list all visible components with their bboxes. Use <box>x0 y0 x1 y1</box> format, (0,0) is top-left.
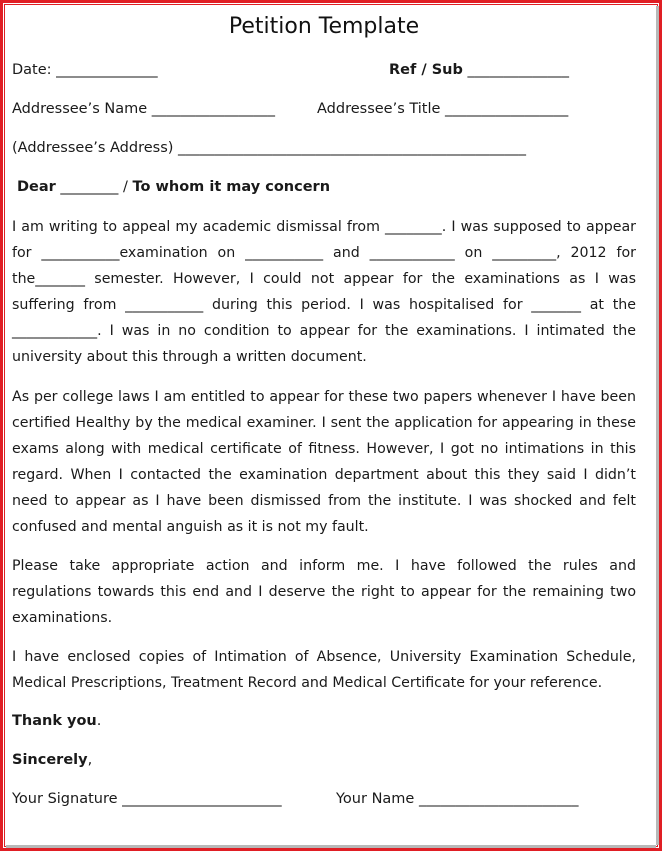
ref-sub-label: Ref / Sub <box>389 62 463 78</box>
sincerely-punct: , <box>87 752 93 768</box>
signature-field: Your Signature ______________________ <box>12 791 282 807</box>
thank-you-punct: . <box>96 713 102 729</box>
paragraph-appeal: I am writing to appeal my academic dismissal from ________. I was supposed to appear for ___________examination on ___________ and ____________ on _________, 2012 for the_______ semester. However, I could not appear for the examinations as I was suffering from ___________ during this period. I was hospitalised for _______ at the ____________. I was in no condition to appear for the examinations. I intimated the university about this through a written document. <box>12 219 636 365</box>
addressee-address-field: (Addressee’s Address) ________________________________________________ <box>12 140 527 156</box>
ref-sub-field <box>389 62 569 78</box>
salutation-concern: To whom it may concern <box>132 179 331 195</box>
page-title: Petition Template <box>228 14 420 39</box>
thank-you-line <box>12 713 101 729</box>
paragraph-enclosures: I have enclosed copies of Intimation of Absence, University Examination Schedule, Medical Prescriptions, Treatment Record and Medical Certificate for your reference. <box>12 649 636 691</box>
thank-you-text: Thank you <box>12 713 97 729</box>
salutation-blank: ________ / <box>55 179 133 195</box>
date-field: Date: ______________ <box>12 62 158 78</box>
name-field: Your Name ______________________ <box>336 791 579 807</box>
sincerely-line <box>12 752 92 768</box>
frame-shadow-right <box>656 6 659 845</box>
salutation-dear: Dear <box>17 179 56 195</box>
salutation <box>17 179 330 195</box>
addressee-title-field: Addressee’s Title _________________ <box>317 101 569 117</box>
frame-shadow-bottom <box>6 845 656 848</box>
addressee-name-field: Addressee’s Name _________________ <box>12 101 275 117</box>
paragraph-college-laws: As per college laws I am entitled to appear for these two papers whenever I have been certified Healthy by the medical examiner. I sent the application for appearing in these exams along with medical certificate of fitness. However, I got no intimations in this regard. When I contacted the examination department about this they said I didn’t need to appear as I have been dismissed from the institute. I was shocked and felt confused and mental anguish as it is not my fault. <box>12 389 636 535</box>
paragraph-request-action: Please take appropriate action and inform me. I have followed the rules and regulations towards this end and I deserve the right to appear for the remaining two examinations. <box>12 558 636 626</box>
sincerely-text: Sincerely <box>12 752 88 768</box>
ref-sub-blank: ______________ <box>462 62 569 78</box>
